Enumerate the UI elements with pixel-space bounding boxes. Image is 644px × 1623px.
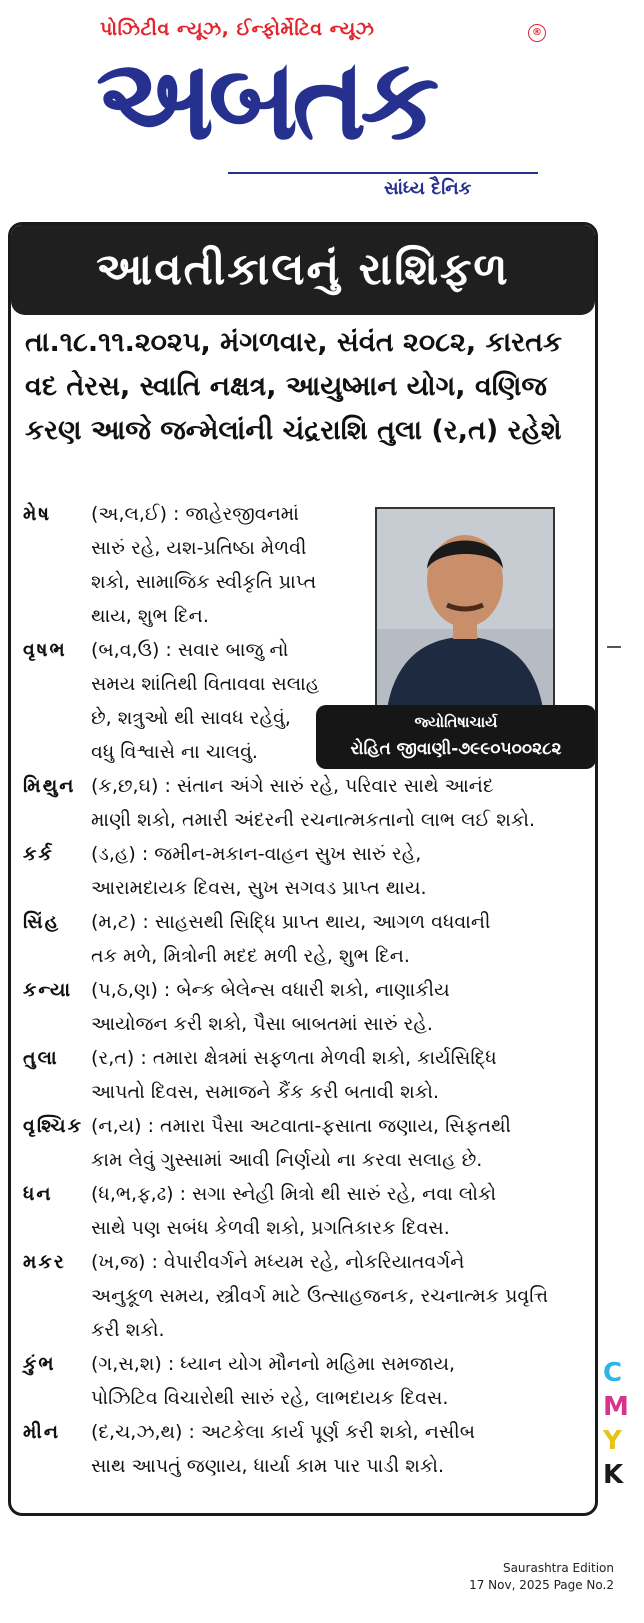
title-bar [11, 225, 595, 315]
panchang-line: કરણ આજે જન્મેલાંની ચંદ્રરાશિ તુલા (ર,ત) રહેશે [25, 415, 562, 446]
cmyk-m: M [603, 1392, 629, 1422]
sign-text: (ર,ત) : તમારા ક્ષેત્રમાં સફળતા મેળવી શકો, કાર્યસિદ્ધિ [91, 1047, 497, 1069]
sign-name: કુંભ [23, 1353, 56, 1375]
sign-text: (ખ,જ) : વેપારીવર્ગને મધ્યમ રહે, નોકરિયાતવર્ગને [91, 1251, 465, 1273]
edition-type: સાંધ્ય દૈનિક [384, 178, 472, 199]
sign-name: મિથુન [23, 775, 76, 797]
sign-entry [17, 1415, 593, 1483]
sign-entry [17, 769, 593, 837]
sign-text: વધુ વિશ્વાસે ના ચાલવું. [91, 741, 258, 763]
registered-mark: ® [528, 24, 546, 42]
sign-text: કામ લેવું ગુસ્સામાં આવી નિર્ણયો ના કરવા સલાહ છે. [91, 1149, 483, 1171]
sign-text: (ક,છ,ઘ) : સંતાન અંગે સારું રહે, પરિવાર સાથે આનંદ [91, 775, 494, 797]
logo-underline [228, 172, 538, 174]
sign-text: સારું રહે, યશ-પ્રતિષ્ઠા મેળવી [91, 537, 307, 559]
sign-text: (અ,લ,ઈ) : જાહેરજીવનમાં [91, 503, 299, 525]
sign-text: (ધ,ભ,ફ,ઢ) : સગા સ્નેહી મિત્રો થી સારું રહે, નવા લોકો [91, 1183, 497, 1205]
sign-text: થાય, શુભ દિન. [91, 605, 209, 627]
sign-text: તક મળે, મિત્રોની મદદ મળી રહે, શુભ દિન. [91, 945, 410, 967]
sign-text: (ડ,હ) : જમીન-મકાન-વાહન સુખ સારું રહે, [91, 843, 422, 865]
sign-text: આરામદાયક દિવસ, સુખ સગવડ પ્રાપ્ત થાય. [91, 877, 427, 899]
sign-entry [17, 1347, 593, 1415]
sign-text: (ગ,સ,શ) : ધ્યાન યોગ મૌનનો મહિમા સમજાય, [91, 1353, 456, 1375]
sign-text: આયોજન કરી શકો, પૈસા બાબતમાં સારું રહે. [91, 1013, 433, 1035]
sign-text: માણી શકો, તમારી અંદરની રચનાત્મકતાનો લાભ લઈ શકો. [91, 809, 536, 831]
sign-list [17, 497, 593, 1483]
masthead [0, 0, 644, 215]
sign-name: કર્ક [23, 843, 54, 865]
sign-entry [17, 1041, 593, 1109]
sign-entry [17, 1109, 593, 1177]
sign-text: આપતો દિવસ, સમાજને કૈંક કરી બતાવી શકો. [91, 1081, 439, 1103]
footer-date-page: 17 Nov, 2025 Page No.2 [469, 1578, 614, 1592]
astrologer-name: રોહિત જીવાણી-૭૯૯૦૫૦૦૨૮૨ [350, 739, 562, 759]
sign-text: અનુકૂળ સમય, સ્ત્રીવર્ગ માટે ઉત્સાહજનક, રચનાત્મક પ્રવૃત્તિ [91, 1285, 549, 1307]
sign-entry [17, 1245, 593, 1347]
sign-text: છે, શત્રુઓ થી સાવધ રહેવું, [91, 707, 291, 729]
cmyk-k: K [603, 1460, 624, 1490]
panchang-line: વદ તેરસ, સ્વાતિ નક્ષત્ર, આયુષ્માન યોગ, વણિજ [25, 371, 547, 402]
panchang-line: તા.૧૮.૧૧.૨૦૨૫, મંગળવાર, સંવંત ૨૦૮૨, કારતક [25, 327, 563, 358]
footer-edition: Saurashtra Edition [502, 1561, 614, 1575]
sign-name: વૃષભ [23, 639, 67, 661]
rashifal-title: આવતીકાલનું રાશિફળ [96, 244, 510, 295]
sign-name: કન્યા [23, 979, 73, 1001]
sign-text: શકો, સામાજિક સ્વીકૃતિ પ્રાપ્ત [91, 571, 317, 593]
sign-text: (મ,ટ) : સાહસથી સિદ્ધિ પ્રાપ્ત થાય, આગળ વધવાની [91, 911, 491, 933]
sign-entry [17, 633, 593, 769]
sign-text: સાથે પણ સબંધ કેળવી શકો, પ્રગતિકારક દિવસ. [91, 1217, 450, 1239]
newspaper-logo: અબતક [96, 36, 434, 164]
sign-text: (દ,ચ,ઝ,થ) : અટકેલા કાર્ય પૂર્ણ કરી શકો, નસીબ [91, 1421, 475, 1443]
cmyk-y: Y [603, 1426, 622, 1456]
sign-text: પોઝિટિવ વિચારોથી સારું રહે, લાભદાયક દિવસ. [91, 1387, 449, 1409]
sign-entry [17, 497, 593, 633]
sign-text: (ન,ય) : તમારા પૈસા અટવાતા-ફસાતા જણાય, સિફતથી [91, 1115, 511, 1137]
sign-entry [17, 905, 593, 973]
sign-entry [17, 837, 593, 905]
sign-name: તુલા [23, 1047, 59, 1069]
sign-name: મેષ [23, 503, 52, 525]
cmyk-c: C [603, 1358, 623, 1388]
margin-mark [607, 646, 621, 648]
sign-name: મીન [23, 1421, 61, 1443]
sign-text: સાથ આપતું જણાય, ધાર્યા કામ પાર પાડી શકો. [91, 1455, 445, 1477]
sign-text: સમય શાંતિથી વિતાવવા સલાહ [91, 673, 320, 695]
sign-name: મકર [23, 1251, 66, 1273]
cmyk-registration-marks [603, 1356, 643, 1492]
masthead-tagline: પોઝિટીવ ન્યૂઝ, ઈન્ફોર્મેટિવ ન્યૂઝ [100, 18, 375, 40]
sign-entry [17, 973, 593, 1041]
page-footer [430, 1560, 614, 1594]
sign-text: (પ,ઠ,ણ) : બેન્ક બેલેન્સ વધારી શકો, નાણાકીય [91, 979, 450, 1001]
sign-entry [17, 1177, 593, 1245]
sign-text: (બ,વ,ઉ) : સવાર બાજુ નો [91, 639, 289, 661]
panchang-info [25, 321, 585, 453]
sign-name: વૃશ્ચિક [23, 1115, 83, 1137]
sign-name: સિંહ [23, 911, 61, 933]
rashifal-card [8, 222, 598, 1516]
sign-name: ધન [23, 1183, 53, 1205]
astrologer-title: જ્યોતિષાચાર્ય [414, 713, 498, 731]
sign-text: કરી શકો. [91, 1319, 165, 1341]
